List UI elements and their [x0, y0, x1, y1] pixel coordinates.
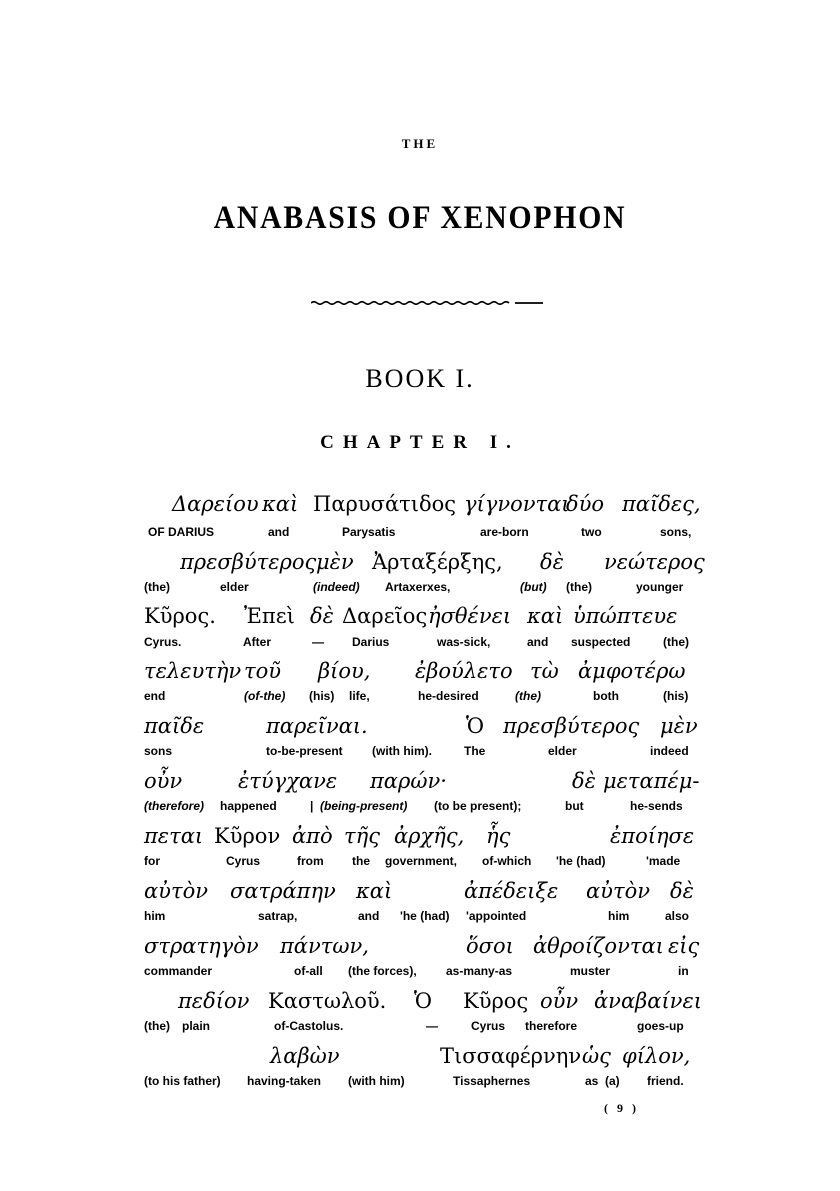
- ornamental-rule: [311, 300, 543, 306]
- greek-word: Ὁ: [466, 714, 485, 738]
- greek-word: ὡς: [582, 1044, 611, 1068]
- greek-word: ἀθροίζονται: [533, 934, 664, 958]
- english-word: commander: [144, 964, 213, 978]
- greek-word: πάντων,: [280, 934, 369, 958]
- greek-word: τοῦ: [244, 659, 282, 683]
- english-word: and: [268, 525, 290, 539]
- english-word: (therefore): [144, 799, 205, 813]
- english-word: indeed: [650, 744, 689, 758]
- greek-word: καὶ: [262, 492, 299, 516]
- english-word: younger: [636, 580, 684, 594]
- greek-word: πρεσβύτερος: [180, 550, 317, 574]
- english-word: as: [585, 1074, 599, 1088]
- chapter-heading: CHAPTER I.: [320, 432, 520, 453]
- greek-word: δὲ: [310, 604, 334, 628]
- greek-word: ὅσοι: [466, 934, 514, 958]
- greek-word: Δαρεῖος: [342, 604, 428, 628]
- english-word: OF DARIUS: [148, 525, 214, 539]
- english-word: goes-up: [637, 1019, 684, 1033]
- english-word: (indeed): [313, 580, 360, 594]
- greek-word: δὲ: [572, 769, 596, 793]
- english-word: Cyrus: [226, 854, 261, 868]
- greek-word: παρών·: [370, 769, 447, 793]
- greek-word: πεδίον: [178, 989, 250, 1013]
- greek-word: ἀρχῆς,: [394, 824, 465, 848]
- english-word: (the forces),: [348, 964, 417, 978]
- greek-word: δὲ: [540, 550, 564, 574]
- english-word: (a): [605, 1074, 620, 1088]
- english-word: also: [665, 909, 690, 923]
- english-word: 'made: [646, 854, 681, 868]
- greek-word: δύο: [566, 492, 605, 516]
- greek-word: Τισσαφέρνην: [440, 1044, 582, 1068]
- english-word: sons: [144, 744, 173, 758]
- english-word: to-be-present: [266, 744, 343, 758]
- english-word: 'he (had): [400, 909, 450, 923]
- english-word: (being-present): [320, 799, 408, 813]
- english-word: (of-the): [244, 689, 286, 703]
- english-word: for: [144, 854, 160, 868]
- english-word: Tissaphernes: [453, 1074, 531, 1088]
- english-word: (the): [144, 580, 170, 594]
- english-word: —: [426, 1019, 438, 1033]
- english-word: (the): [566, 580, 592, 594]
- english-word: he-desired: [418, 689, 479, 703]
- english-word: Artaxerxes,: [385, 580, 451, 594]
- english-word: (the): [515, 689, 541, 703]
- greek-word: ὑπώπτευε: [573, 604, 678, 628]
- greek-word: Κῦρος.: [144, 604, 216, 628]
- greek-word: εἰς: [668, 934, 700, 958]
- english-word: friend.: [647, 1074, 684, 1088]
- header-the: THE: [401, 136, 439, 151]
- english-word: muster: [570, 964, 611, 978]
- greek-word: πεται: [144, 824, 204, 848]
- english-word: (with him): [348, 1074, 405, 1088]
- english-word: was-sick,: [437, 635, 491, 649]
- greek-word: πρεσβύτερος: [503, 714, 640, 738]
- english-word: —: [312, 635, 324, 649]
- english-word: |: [310, 799, 314, 813]
- english-word: Cyrus.: [144, 635, 182, 649]
- english-word: him: [608, 909, 630, 923]
- greek-word: ἀπέδειξε: [464, 879, 559, 903]
- greek-word: Καστωλοῦ.: [268, 989, 387, 1013]
- greek-word: αὐτὸν: [586, 879, 650, 903]
- english-word: 'he (had): [556, 854, 606, 868]
- greek-word: Ἐπεὶ: [244, 604, 295, 628]
- greek-word: νεώτερος: [604, 550, 705, 574]
- english-word: suspected: [571, 635, 631, 649]
- book-heading: BOOK I.: [365, 364, 475, 393]
- english-word: having-taken: [247, 1074, 322, 1088]
- greek-word: μὲν: [316, 550, 354, 574]
- english-word: him: [144, 909, 166, 923]
- english-word: of-Castolus.: [274, 1019, 344, 1033]
- greek-word: ἠσθένει: [428, 604, 512, 628]
- english-word: end: [144, 689, 166, 703]
- greek-word: σατράπην: [230, 879, 336, 903]
- greek-word: Κῦρον: [214, 824, 281, 848]
- english-word: both: [593, 689, 619, 703]
- english-word: satrap,: [258, 909, 298, 923]
- greek-word: αὐτὸν: [144, 879, 208, 903]
- greek-word: ἀμφοτέρω: [578, 659, 686, 683]
- greek-word: καὶ: [527, 604, 564, 628]
- greek-word: τὼ: [530, 659, 559, 683]
- greek-word: Ἀρταξέρξης,: [372, 550, 503, 574]
- english-word: (his): [663, 689, 689, 703]
- english-word: (to his father): [144, 1074, 221, 1088]
- english-word: government,: [385, 854, 458, 868]
- greek-word: ἐποίησε: [610, 824, 695, 848]
- greek-word: ἐβούλετο: [415, 659, 513, 683]
- english-word: from: [297, 854, 324, 868]
- greek-word: στρατηγὸν: [144, 934, 259, 958]
- english-word: happened: [220, 799, 277, 813]
- english-word: (the): [663, 635, 689, 649]
- english-word: in: [678, 964, 689, 978]
- english-word: life,: [349, 689, 370, 703]
- greek-word: παῖδε: [144, 714, 205, 738]
- page-title: ANABASIS OF XENOPHON: [213, 200, 627, 236]
- greek-word: καὶ: [356, 879, 393, 903]
- english-word: (to be present);: [434, 799, 522, 813]
- english-word: and: [527, 635, 549, 649]
- english-word: therefore: [525, 1019, 578, 1033]
- greek-word: οὖν: [144, 769, 183, 793]
- english-word: (the): [144, 1019, 170, 1033]
- greek-word: φίλον,: [622, 1044, 691, 1068]
- greek-word: ἀπὸ: [292, 824, 333, 848]
- greek-word: οὖν: [540, 989, 579, 1013]
- greek-word: βίου,: [318, 659, 371, 683]
- english-word: are-born: [480, 525, 529, 539]
- english-word: (his): [309, 689, 335, 703]
- greek-word: τελευτὴν: [144, 659, 242, 683]
- greek-word: παρεῖναι.: [266, 714, 368, 738]
- english-word: as-many-as: [446, 964, 513, 978]
- english-word: sons,: [660, 525, 692, 539]
- english-word: the: [352, 854, 370, 868]
- english-word: he-sends: [630, 799, 683, 813]
- english-word: (with him).: [372, 744, 432, 758]
- greek-word: Κῦρος: [463, 989, 529, 1013]
- english-word: Parysatis: [342, 525, 396, 539]
- english-word: elder: [220, 580, 249, 594]
- english-word: 'appointed: [466, 909, 527, 923]
- english-word: (but): [520, 580, 547, 594]
- page-number: ( 9 ): [604, 1101, 639, 1115]
- greek-word: Παρυσάτιδος: [313, 492, 457, 516]
- greek-word: ἀναβαίνει: [594, 989, 702, 1013]
- english-word: elder: [548, 744, 577, 758]
- english-word: of-all: [294, 964, 323, 978]
- greek-word: ἐτύγχανε: [238, 769, 338, 793]
- greek-word: τῆς: [344, 824, 380, 848]
- greek-word: ἧς: [486, 824, 511, 848]
- greek-word: Ὁ: [414, 989, 433, 1013]
- english-word: Darius: [352, 635, 390, 649]
- english-word: Cyrus: [471, 1019, 506, 1033]
- greek-word: γίγνονται: [464, 492, 570, 516]
- english-word: plain: [182, 1019, 211, 1033]
- greek-word: Δαρείου: [172, 492, 259, 516]
- english-word: of-which: [482, 854, 532, 868]
- english-word: and: [358, 909, 380, 923]
- english-word: The: [464, 744, 486, 758]
- greek-word: μὲν: [660, 714, 698, 738]
- greek-word: δὲ: [670, 879, 694, 903]
- english-word: two: [581, 525, 602, 539]
- greek-word: μεταπέμ-: [603, 769, 700, 793]
- greek-word: λαβὼν: [270, 1044, 340, 1068]
- english-word: but: [565, 799, 584, 813]
- english-word: After: [243, 635, 272, 649]
- greek-word: παῖδες,: [622, 492, 701, 516]
